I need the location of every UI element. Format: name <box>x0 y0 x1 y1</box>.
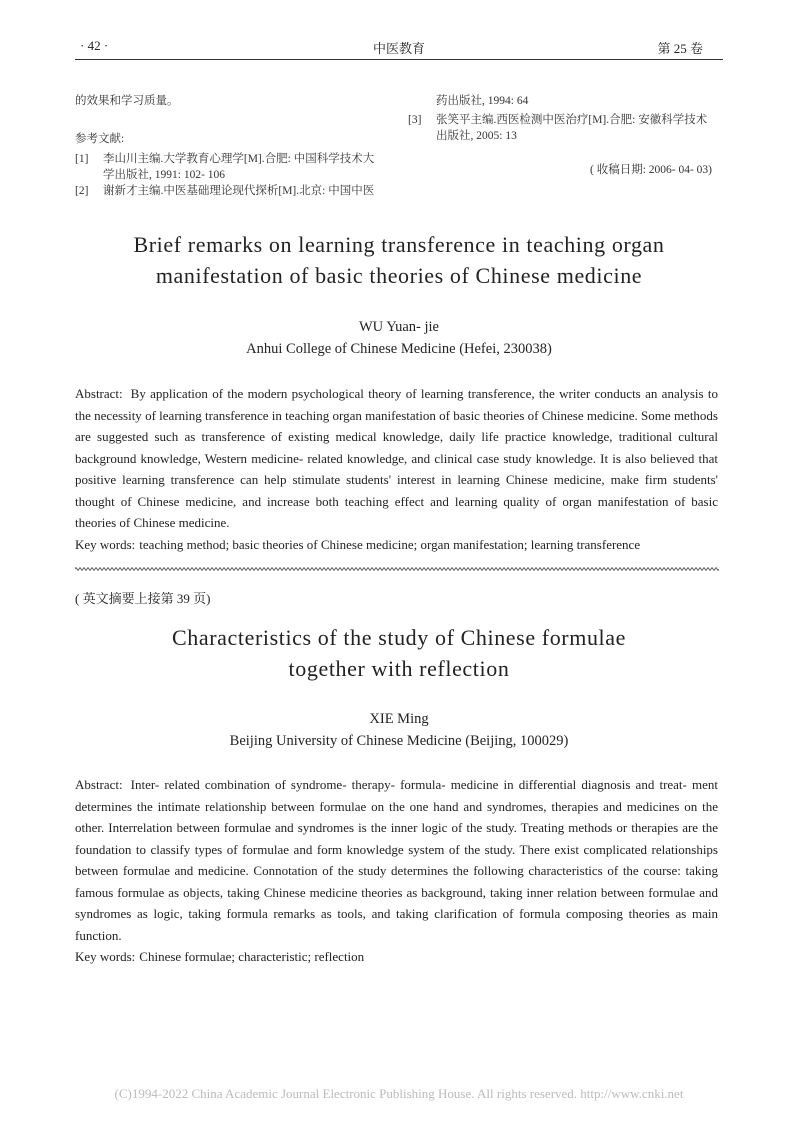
article1-affiliation: Anhui College of Chinese Medicine (Hefei, 230038) <box>246 341 552 357</box>
reference-item-continued: 药出版社, 1994: 64 <box>436 95 529 107</box>
abstract-label: Abstract: <box>75 777 123 792</box>
journal-name: 中医教育 <box>372 41 425 56</box>
previous-article-ending: 的效果和学习质量。 <box>75 95 179 107</box>
keywords-label: Key words: <box>75 536 136 552</box>
article2-affiliation: Beijing University of Chinese Medicine (Beijing, 100029) <box>229 733 569 749</box>
running-header <box>75 38 723 60</box>
continuation-note: ( 英文摘要上接第 39 页) <box>75 591 211 606</box>
received-date: ( 收稿日期: 2006- 04- 03) <box>589 164 712 176</box>
abstract-label: Abstract: <box>75 386 123 401</box>
previous-article-right-column <box>408 93 728 178</box>
references-heading: 参考文献: <box>75 133 125 145</box>
article1-title: Brief remarks on learning transference in teaching organ manifestation of basic theories of Chinese medicine <box>133 232 665 288</box>
volume-number: 第 25 卷 <box>657 41 703 56</box>
article2-author: XIE Ming <box>369 711 429 727</box>
wavy-separator <box>75 566 719 572</box>
article1-author: WU Yuan- jie <box>359 319 439 335</box>
reference-item: [2] 谢新才主编.中医基础理论现代探析[M].北京: 中国中医 <box>75 185 375 197</box>
reference-item: [1] 李山川主编.大学教育心理学[M].合肥: 中国科学技术大 学出版社, 1991: 102- 106 <box>75 153 375 181</box>
page-number: · 42 · <box>80 38 109 53</box>
article2-title: Characteristics of the study of Chinese formulae together with reflection <box>171 625 626 681</box>
previous-article-left-column <box>75 93 395 199</box>
article1-byline <box>0 316 798 360</box>
article1-abstract-block <box>75 383 718 555</box>
article1-keywords: Key words: teaching method; basic theories of Chinese medicine; organ manifestation; learning transference <box>75 536 641 552</box>
article2-abstract: Abstract: Inter- related combination of syndrome- therapy- formula- medicine in differential diagnosis and treat- ment determines the intimate relationship between formulae on the one hand and syndromes, therapies and medicines on the other. Interrelation between formulae and syndromes is the inner logic of the study. Treating methods or therapies are the foundation to classify types of formulae and form knowledge system of the study. There exist complicated relationships between formulae and medicine. Connotation of the study determines the following characteristics of the course: taking famous formulae as objects, taking Chinese medicine theories as background, taking inner relation between formulae and syndromes as logic, taking formula remarks as tools, and taking clarification of formula composing theories as main function. <box>75 777 718 943</box>
copyright-footer: (C)1994-2022 China Academic Journal Electronic Publishing House. All rights reserved. http://www.cnki.net <box>114 1086 684 1101</box>
article2-keywords: Key words: Chinese formulae; characteristic; reflection <box>75 949 365 964</box>
reference-item: [3] 张笑平主编.西医检测中医治疗[M].合肥: 安徽科学技术 出版社, 2005: 13 <box>408 114 708 142</box>
article2-abstract-block <box>75 774 718 968</box>
keywords-label: Key words: <box>75 949 136 964</box>
article1-abstract: Abstract: By application of the modern psychological theory of learning transference, the writer conducts an analysis to the necessity of learning transference in teaching organ manifestation of basic theories of Chinese medicine. Some methods are suggested such as transference of existing medical knowledge, daily life practice knowledge, traditional cultural background knowledge, Western medicine- related knowledge, and clinical case study knowledge. It is also believed that positive learning transference can help stimulate students' interest in learning Chinese medicine, make firm students' thought of Chinese medicine, and increase both teaching effect and learning quality of organ manifestation of basic theories of Chinese medicine. <box>75 386 718 530</box>
header-rule <box>75 59 723 60</box>
article2-byline <box>0 708 798 752</box>
